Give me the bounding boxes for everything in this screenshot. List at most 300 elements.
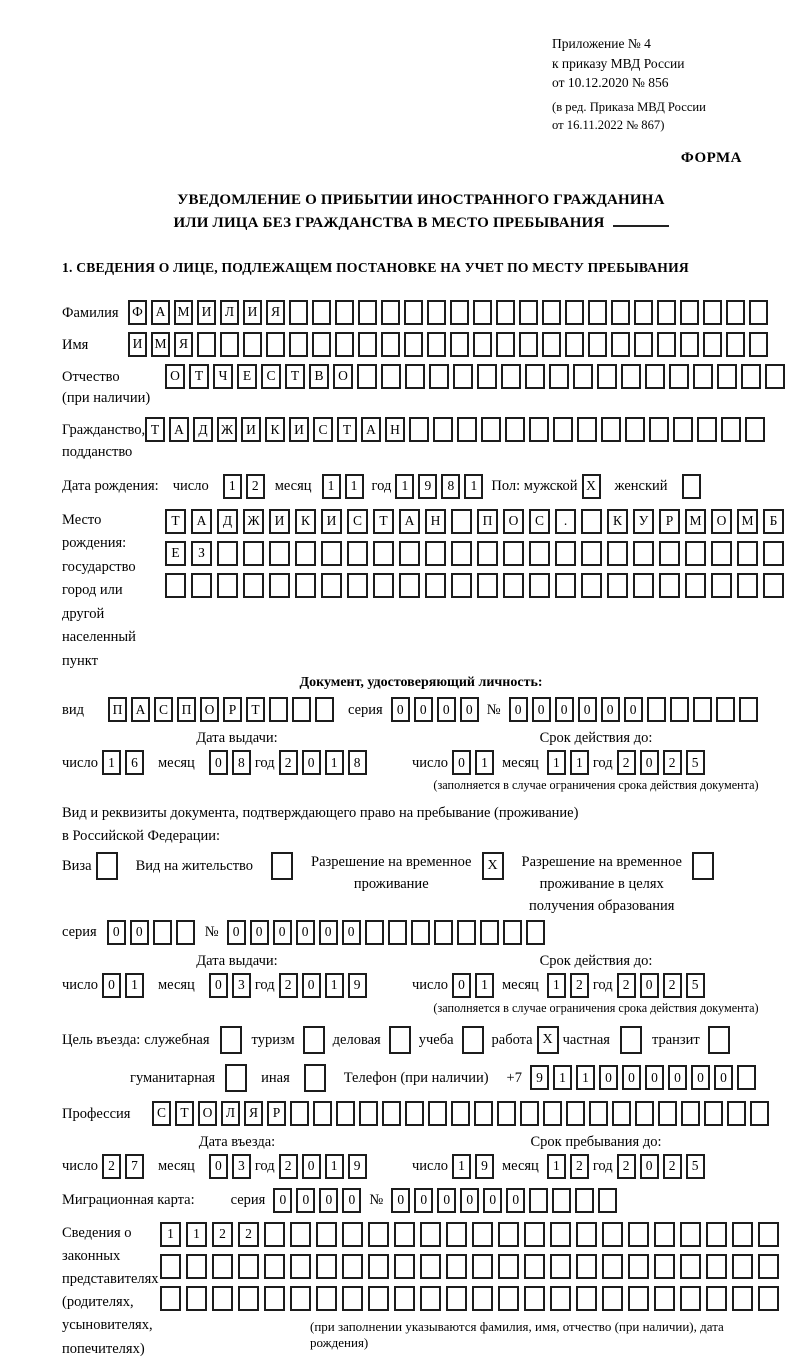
char-cell[interactable] <box>321 541 342 566</box>
char-cell[interactable] <box>399 573 420 598</box>
char-cell[interactable] <box>160 1286 181 1311</box>
char-cell[interactable] <box>359 1101 378 1126</box>
sex-female-checkbox[interactable] <box>682 474 701 499</box>
char-cell[interactable]: 0 <box>302 1154 321 1179</box>
char-cell[interactable] <box>381 300 400 325</box>
char-cell[interactable] <box>737 573 758 598</box>
char-cell[interactable]: М <box>737 509 758 534</box>
char-cell[interactable]: 3 <box>232 973 251 998</box>
char-cell[interactable] <box>625 417 645 442</box>
char-cell[interactable] <box>186 1254 207 1279</box>
char-cell[interactable]: 0 <box>296 920 315 945</box>
char-cell[interactable]: Д <box>193 417 213 442</box>
char-cell[interactable] <box>394 1254 415 1279</box>
stay-year-cells[interactable] <box>617 1154 705 1179</box>
char-cell[interactable] <box>680 332 699 357</box>
char-cell[interactable] <box>457 920 476 945</box>
char-cell[interactable] <box>693 364 713 389</box>
char-cell[interactable] <box>749 332 768 357</box>
char-cell[interactable] <box>654 1254 675 1279</box>
doc-issue-day-cells[interactable] <box>102 750 144 775</box>
char-cell[interactable] <box>316 1222 337 1247</box>
char-cell[interactable] <box>524 1222 545 1247</box>
char-cell[interactable]: 1 <box>345 474 364 499</box>
doc-valid-year-cells[interactable] <box>617 750 705 775</box>
char-cell[interactable] <box>357 364 377 389</box>
char-cell[interactable]: 2 <box>238 1222 259 1247</box>
char-cell[interactable] <box>607 573 628 598</box>
char-cell[interactable]: П <box>477 509 498 534</box>
char-cell[interactable] <box>225 1064 247 1092</box>
char-cell[interactable]: 2 <box>246 474 265 499</box>
char-cell[interactable]: Б <box>763 509 784 534</box>
char-cell[interactable] <box>477 364 497 389</box>
char-cell[interactable] <box>524 1254 545 1279</box>
char-cell[interactable] <box>453 364 473 389</box>
char-cell[interactable] <box>550 1286 571 1311</box>
phone-cells[interactable] <box>530 1065 756 1090</box>
char-cell[interactable] <box>427 332 446 357</box>
char-cell[interactable] <box>697 417 717 442</box>
char-cell[interactable] <box>428 1101 447 1126</box>
char-cell[interactable]: 0 <box>599 1065 618 1090</box>
char-cell[interactable] <box>312 300 331 325</box>
char-cell[interactable] <box>313 1101 332 1126</box>
char-cell[interactable] <box>420 1286 441 1311</box>
char-cell[interactable]: 2 <box>212 1222 233 1247</box>
char-cell[interactable]: М <box>174 300 193 325</box>
char-cell[interactable] <box>451 509 472 534</box>
char-cell[interactable] <box>601 417 621 442</box>
char-cell[interactable]: Т <box>337 417 357 442</box>
char-cell[interactable] <box>581 573 602 598</box>
char-cell[interactable] <box>553 417 573 442</box>
char-cell[interactable] <box>727 1101 746 1126</box>
char-cell[interactable] <box>577 417 597 442</box>
char-cell[interactable]: И <box>241 417 261 442</box>
char-cell[interactable] <box>520 1101 539 1126</box>
char-cell[interactable] <box>503 541 524 566</box>
char-cell[interactable] <box>501 364 521 389</box>
doc-valid-day-cells[interactable] <box>452 750 494 775</box>
char-cell[interactable]: 2 <box>279 1154 298 1179</box>
char-cell[interactable]: 2 <box>663 1154 682 1179</box>
char-cell[interactable]: 0 <box>296 1188 315 1213</box>
char-cell[interactable] <box>598 1188 617 1213</box>
char-cell[interactable] <box>681 1101 700 1126</box>
char-cell[interactable] <box>732 1222 753 1247</box>
doc-valid-month-cells[interactable] <box>547 750 589 775</box>
representatives-cells-row2[interactable] <box>160 1254 780 1279</box>
permit-number-cells[interactable] <box>227 920 545 945</box>
char-cell[interactable]: 0 <box>302 750 321 775</box>
char-cell[interactable] <box>342 1254 363 1279</box>
char-cell[interactable] <box>399 541 420 566</box>
char-cell[interactable] <box>588 300 607 325</box>
char-cell[interactable] <box>420 1222 441 1247</box>
char-cell[interactable] <box>404 300 423 325</box>
char-cell[interactable]: А <box>191 509 212 534</box>
char-cell[interactable] <box>581 541 602 566</box>
char-cell[interactable] <box>290 1222 311 1247</box>
char-cell[interactable]: 0 <box>437 1188 456 1213</box>
char-cell[interactable] <box>750 1101 769 1126</box>
surname-cells[interactable] <box>128 300 768 325</box>
char-cell[interactable]: К <box>607 509 628 534</box>
char-cell[interactable] <box>529 573 550 598</box>
char-cell[interactable]: О <box>198 1101 217 1126</box>
char-cell[interactable] <box>607 541 628 566</box>
char-cell[interactable] <box>680 1222 701 1247</box>
char-cell[interactable]: С <box>529 509 550 534</box>
char-cell[interactable]: 9 <box>475 1154 494 1179</box>
char-cell[interactable]: А <box>131 697 150 722</box>
char-cell[interactable]: Я <box>266 300 285 325</box>
char-cell[interactable] <box>269 541 290 566</box>
char-cell[interactable] <box>654 1222 675 1247</box>
char-cell[interactable] <box>481 417 501 442</box>
char-cell[interactable] <box>303 1026 325 1054</box>
char-cell[interactable] <box>409 417 429 442</box>
char-cell[interactable]: 2 <box>279 973 298 998</box>
char-cell[interactable] <box>693 697 712 722</box>
char-cell[interactable] <box>496 300 515 325</box>
char-cell[interactable]: Ф <box>128 300 147 325</box>
char-cell[interactable] <box>411 920 430 945</box>
purpose-other-checkbox[interactable] <box>304 1064 326 1092</box>
char-cell[interactable] <box>381 364 401 389</box>
char-cell[interactable] <box>524 1286 545 1311</box>
char-cell[interactable] <box>552 1188 571 1213</box>
char-cell[interactable] <box>304 1064 326 1092</box>
char-cell[interactable] <box>739 697 758 722</box>
char-cell[interactable] <box>160 1254 181 1279</box>
char-cell[interactable]: И <box>321 509 342 534</box>
char-cell[interactable]: 1 <box>547 1154 566 1179</box>
char-cell[interactable]: И <box>128 332 147 357</box>
char-cell[interactable]: 0 <box>452 750 471 775</box>
char-cell[interactable]: 9 <box>348 1154 367 1179</box>
char-cell[interactable] <box>503 573 524 598</box>
char-cell[interactable]: 1 <box>325 1154 344 1179</box>
char-cell[interactable]: 0 <box>102 973 121 998</box>
char-cell[interactable] <box>542 332 561 357</box>
char-cell[interactable] <box>711 573 732 598</box>
char-cell[interactable] <box>477 541 498 566</box>
char-cell[interactable] <box>165 573 186 598</box>
char-cell[interactable] <box>706 1222 727 1247</box>
char-cell[interactable]: 0 <box>209 1154 228 1179</box>
char-cell[interactable] <box>525 364 545 389</box>
char-cell[interactable] <box>420 1254 441 1279</box>
char-cell[interactable]: 1 <box>395 474 414 499</box>
char-cell[interactable]: О <box>333 364 353 389</box>
char-cell[interactable] <box>649 417 669 442</box>
char-cell[interactable]: 0 <box>506 1188 525 1213</box>
char-cell[interactable]: 5 <box>686 750 705 775</box>
char-cell[interactable]: 0 <box>460 1188 479 1213</box>
char-cell[interactable]: 1 <box>102 750 121 775</box>
char-cell[interactable] <box>573 364 593 389</box>
char-cell[interactable]: О <box>200 697 219 722</box>
char-cell[interactable]: 1 <box>570 750 589 775</box>
char-cell[interactable] <box>659 573 680 598</box>
char-cell[interactable] <box>472 1222 493 1247</box>
char-cell[interactable] <box>451 541 472 566</box>
char-cell[interactable] <box>529 1188 548 1213</box>
char-cell[interactable] <box>264 1286 285 1311</box>
char-cell[interactable] <box>295 573 316 598</box>
birth-day-cells[interactable] <box>223 474 265 499</box>
char-cell[interactable]: А <box>361 417 381 442</box>
char-cell[interactable] <box>543 1101 562 1126</box>
char-cell[interactable]: 0 <box>227 920 246 945</box>
char-cell[interactable]: 3 <box>232 1154 251 1179</box>
char-cell[interactable]: 2 <box>617 1154 636 1179</box>
char-cell[interactable] <box>212 1254 233 1279</box>
visa-checkbox[interactable] <box>96 852 118 880</box>
char-cell[interactable] <box>685 541 706 566</box>
char-cell[interactable] <box>217 573 238 598</box>
char-cell[interactable]: И <box>243 300 262 325</box>
char-cell[interactable]: Я <box>174 332 193 357</box>
char-cell[interactable] <box>446 1222 467 1247</box>
char-cell[interactable] <box>238 1286 259 1311</box>
char-cell[interactable]: С <box>347 509 368 534</box>
char-cell[interactable] <box>611 300 630 325</box>
char-cell[interactable] <box>669 364 689 389</box>
char-cell[interactable]: 1 <box>475 973 494 998</box>
char-cell[interactable] <box>312 332 331 357</box>
char-cell[interactable] <box>575 1188 594 1213</box>
char-cell[interactable] <box>457 417 477 442</box>
char-cell[interactable]: 0 <box>622 1065 641 1090</box>
char-cell[interactable]: Т <box>145 417 165 442</box>
purpose-work-checkbox[interactable] <box>537 1026 559 1054</box>
char-cell[interactable] <box>316 1286 337 1311</box>
char-cell[interactable] <box>290 1286 311 1311</box>
char-cell[interactable] <box>433 417 453 442</box>
permit-valid-month-cells[interactable] <box>547 973 589 998</box>
stay-month-cells[interactable] <box>547 1154 589 1179</box>
char-cell[interactable]: С <box>261 364 281 389</box>
char-cell[interactable]: И <box>197 300 216 325</box>
char-cell[interactable]: С <box>313 417 333 442</box>
sex-male-checkbox[interactable] <box>582 474 601 499</box>
char-cell[interactable]: 0 <box>342 920 361 945</box>
char-cell[interactable]: 1 <box>475 750 494 775</box>
char-cell[interactable]: О <box>503 509 524 534</box>
char-cell[interactable] <box>347 573 368 598</box>
char-cell[interactable]: О <box>711 509 732 534</box>
char-cell[interactable] <box>358 332 377 357</box>
char-cell[interactable]: М <box>685 509 706 534</box>
char-cell[interactable] <box>555 541 576 566</box>
char-cell[interactable] <box>657 332 676 357</box>
char-cell[interactable] <box>634 300 653 325</box>
birth-month-cells[interactable] <box>322 474 364 499</box>
char-cell[interactable]: Л <box>221 1101 240 1126</box>
permit-issue-day-cells[interactable] <box>102 973 144 998</box>
char-cell[interactable] <box>264 1222 285 1247</box>
char-cell[interactable] <box>763 573 784 598</box>
char-cell[interactable] <box>647 697 666 722</box>
char-cell[interactable]: Т <box>246 697 265 722</box>
char-cell[interactable]: 0 <box>691 1065 710 1090</box>
char-cell[interactable]: Т <box>285 364 305 389</box>
char-cell[interactable] <box>358 300 377 325</box>
char-cell[interactable]: X <box>537 1026 559 1054</box>
char-cell[interactable] <box>680 1254 701 1279</box>
char-cell[interactable]: Т <box>373 509 394 534</box>
char-cell[interactable]: Р <box>223 697 242 722</box>
purpose-private-checkbox[interactable] <box>620 1026 642 1054</box>
doc-type-cells[interactable] <box>108 697 334 722</box>
char-cell[interactable] <box>292 697 311 722</box>
char-cell[interactable] <box>365 920 384 945</box>
representatives-cells-row1[interactable] <box>160 1222 780 1247</box>
char-cell[interactable]: 0 <box>640 973 659 998</box>
char-cell[interactable] <box>266 332 285 357</box>
char-cell[interactable] <box>542 300 561 325</box>
char-cell[interactable] <box>549 364 569 389</box>
char-cell[interactable] <box>765 364 785 389</box>
char-cell[interactable] <box>335 300 354 325</box>
char-cell[interactable] <box>289 332 308 357</box>
purpose-official-checkbox[interactable] <box>220 1026 242 1054</box>
char-cell[interactable] <box>658 1101 677 1126</box>
char-cell[interactable] <box>620 1026 642 1054</box>
char-cell[interactable] <box>269 697 288 722</box>
char-cell[interactable] <box>238 1254 259 1279</box>
char-cell[interactable] <box>721 417 741 442</box>
birthplace-cells-row1[interactable] <box>165 509 784 534</box>
char-cell[interactable]: Н <box>385 417 405 442</box>
char-cell[interactable]: К <box>295 509 316 534</box>
char-cell[interactable]: 2 <box>663 973 682 998</box>
char-cell[interactable] <box>446 1286 467 1311</box>
char-cell[interactable]: 1 <box>464 474 483 499</box>
birthplace-cells-row3[interactable] <box>165 573 784 598</box>
char-cell[interactable]: 0 <box>714 1065 733 1090</box>
char-cell[interactable] <box>763 541 784 566</box>
char-cell[interactable]: Е <box>237 364 257 389</box>
char-cell[interactable] <box>394 1286 415 1311</box>
char-cell[interactable]: 1 <box>125 973 144 998</box>
char-cell[interactable]: 0 <box>668 1065 687 1090</box>
char-cell[interactable]: . <box>555 509 576 534</box>
char-cell[interactable]: 0 <box>645 1065 664 1090</box>
stay-day-cells[interactable] <box>452 1154 494 1179</box>
char-cell[interactable] <box>434 920 453 945</box>
char-cell[interactable]: 0 <box>452 973 471 998</box>
char-cell[interactable]: 2 <box>617 973 636 998</box>
char-cell[interactable] <box>657 300 676 325</box>
entry-day-cells[interactable] <box>102 1154 144 1179</box>
char-cell[interactable] <box>405 364 425 389</box>
char-cell[interactable] <box>186 1286 207 1311</box>
char-cell[interactable] <box>576 1254 597 1279</box>
char-cell[interactable] <box>347 541 368 566</box>
char-cell[interactable] <box>405 1101 424 1126</box>
char-cell[interactable] <box>427 300 446 325</box>
char-cell[interactable] <box>271 852 293 880</box>
edu-permit-checkbox[interactable] <box>692 852 714 880</box>
char-cell[interactable] <box>153 920 172 945</box>
char-cell[interactable]: 2 <box>617 750 636 775</box>
char-cell[interactable]: 8 <box>441 474 460 499</box>
char-cell[interactable] <box>745 417 765 442</box>
char-cell[interactable]: 0 <box>414 1188 433 1213</box>
char-cell[interactable]: 0 <box>483 1188 502 1213</box>
char-cell[interactable] <box>602 1222 623 1247</box>
char-cell[interactable] <box>295 541 316 566</box>
doc-issue-year-cells[interactable] <box>279 750 367 775</box>
migration-number-cells[interactable] <box>391 1188 617 1213</box>
char-cell[interactable]: Я <box>244 1101 263 1126</box>
permit-issue-year-cells[interactable] <box>279 973 367 998</box>
char-cell[interactable]: X <box>482 852 504 880</box>
char-cell[interactable]: Т <box>175 1101 194 1126</box>
char-cell[interactable] <box>473 300 492 325</box>
birth-year-cells[interactable] <box>395 474 483 499</box>
char-cell[interactable] <box>703 300 722 325</box>
char-cell[interactable] <box>737 1065 756 1090</box>
char-cell[interactable] <box>368 1222 389 1247</box>
char-cell[interactable]: И <box>269 509 290 534</box>
char-cell[interactable] <box>732 1254 753 1279</box>
char-cell[interactable]: А <box>169 417 189 442</box>
temp-permit-checkbox[interactable] <box>482 852 504 880</box>
char-cell[interactable] <box>628 1286 649 1311</box>
char-cell[interactable] <box>611 332 630 357</box>
char-cell[interactable] <box>581 509 602 534</box>
char-cell[interactable]: 0 <box>273 1188 292 1213</box>
char-cell[interactable] <box>451 1101 470 1126</box>
profession-cells[interactable] <box>152 1101 769 1126</box>
char-cell[interactable] <box>472 1254 493 1279</box>
char-cell[interactable] <box>477 573 498 598</box>
char-cell[interactable] <box>505 417 525 442</box>
char-cell[interactable] <box>336 1101 355 1126</box>
char-cell[interactable] <box>497 1101 516 1126</box>
char-cell[interactable] <box>670 697 689 722</box>
entry-year-cells[interactable] <box>279 1154 367 1179</box>
char-cell[interactable] <box>498 1286 519 1311</box>
char-cell[interactable] <box>628 1222 649 1247</box>
char-cell[interactable]: 5 <box>686 973 705 998</box>
char-cell[interactable]: 1 <box>160 1222 181 1247</box>
purpose-tourism-checkbox[interactable] <box>303 1026 325 1054</box>
patronymic-cells[interactable] <box>165 364 785 389</box>
char-cell[interactable]: 0 <box>209 750 228 775</box>
char-cell[interactable]: 0 <box>319 1188 338 1213</box>
char-cell[interactable] <box>732 1286 753 1311</box>
char-cell[interactable] <box>404 332 423 357</box>
char-cell[interactable]: 0 <box>107 920 126 945</box>
char-cell[interactable] <box>425 541 446 566</box>
char-cell[interactable] <box>708 1026 730 1054</box>
char-cell[interactable]: 2 <box>663 750 682 775</box>
char-cell[interactable]: 0 <box>391 697 410 722</box>
char-cell[interactable] <box>741 364 761 389</box>
char-cell[interactable] <box>290 1254 311 1279</box>
char-cell[interactable]: В <box>309 364 329 389</box>
char-cell[interactable]: 7 <box>125 1154 144 1179</box>
citizenship-cells[interactable] <box>145 417 765 442</box>
char-cell[interactable] <box>565 300 584 325</box>
char-cell[interactable] <box>220 332 239 357</box>
